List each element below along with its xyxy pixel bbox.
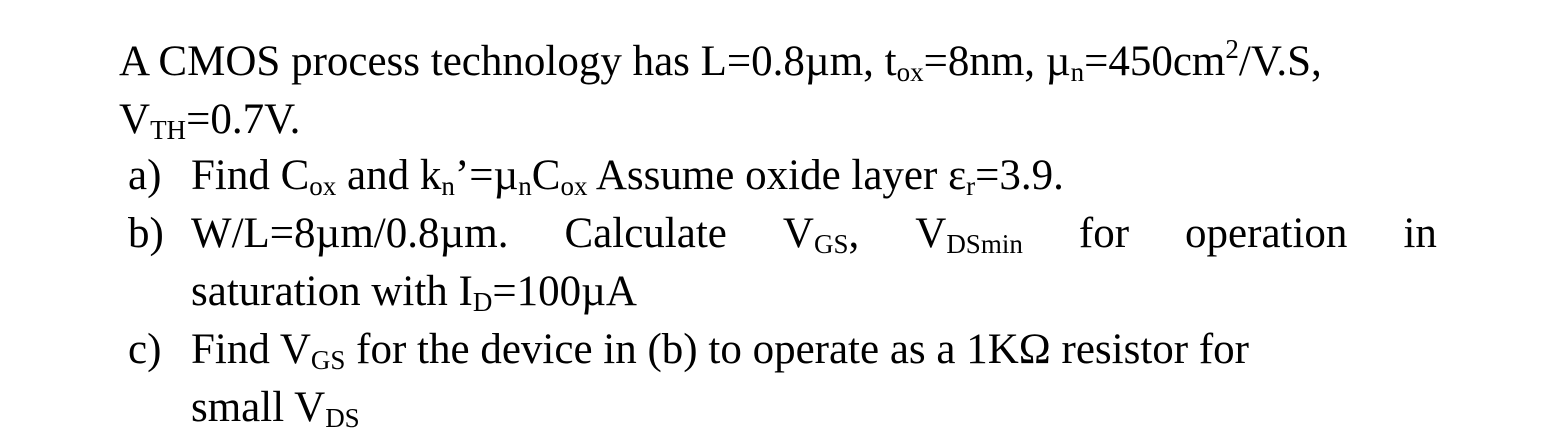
- id-subscript: D: [472, 287, 493, 317]
- item-c-part: small V: [191, 384, 326, 431]
- vdsmin-subscript: DSmin: [946, 229, 1023, 259]
- intro-line-2: [119, 95, 300, 145]
- item-b-marker: b): [128, 210, 164, 257]
- intro-text: =450cm: [1084, 38, 1226, 85]
- item-c-line-2: [191, 383, 360, 433]
- vgs-term: [783, 209, 859, 259]
- intro-text: A CMOS process technology has L=0.8µm, t: [119, 38, 897, 85]
- item-c-part: for the device in (b) to operate as a 1KΩ resistor for: [345, 326, 1249, 373]
- item-c-line-1: [191, 325, 1249, 375]
- vds-symbol: V: [915, 210, 947, 257]
- comma: ,: [848, 210, 860, 257]
- vgs-subscript: GS: [310, 345, 346, 375]
- item-a-part: Find C: [191, 152, 310, 199]
- item-a-part: and k: [336, 152, 442, 199]
- item-b-part: =100µA: [492, 268, 637, 315]
- item-a-text: [191, 151, 1064, 201]
- cox-subscript: ox: [560, 171, 588, 201]
- item-a-marker: a): [128, 152, 162, 199]
- intro-text: =8nm, µ: [923, 38, 1071, 85]
- item-c-part: Find V: [191, 326, 311, 373]
- intro-text: /V.S,: [1238, 38, 1322, 85]
- item-b-part: saturation with I: [191, 268, 473, 315]
- vgs-subscript: GS: [813, 229, 849, 259]
- mun-subscript: n: [1070, 57, 1085, 87]
- squared-superscript: 2: [1225, 34, 1239, 64]
- vds-subscript: DS: [325, 403, 360, 433]
- item-b-word: operation: [1185, 210, 1348, 257]
- intro-line-1: [119, 34, 1322, 87]
- item-a-part: =3.9.: [975, 152, 1064, 199]
- cox-subscript: ox: [309, 171, 337, 201]
- vth-symbol: V: [119, 96, 151, 143]
- item-b-word: Calculate: [564, 210, 727, 257]
- item-b-word: for: [1078, 210, 1130, 257]
- tox-subscript: ox: [896, 57, 924, 87]
- item-b-line-2: [191, 267, 637, 317]
- item-b-line-1: [191, 209, 1437, 259]
- item-b-word: W/L=8µm/0.8µm.: [191, 210, 509, 257]
- item-a-part: Assume oxide layer ε: [587, 152, 967, 199]
- vgs-symbol: V: [782, 210, 814, 257]
- kn-subscript: n: [441, 171, 455, 201]
- item-a-part: C: [531, 152, 561, 199]
- mun-subscript: n: [518, 171, 532, 201]
- item-a-part: ’=µ: [454, 152, 519, 199]
- item-c-marker: c): [128, 326, 162, 373]
- vdsmin-term: [915, 209, 1023, 259]
- vth-subscript: TH: [150, 115, 187, 145]
- er-subscript: r: [966, 171, 976, 201]
- item-b-word: in: [1403, 210, 1437, 257]
- intro-text: =0.7V.: [186, 96, 301, 143]
